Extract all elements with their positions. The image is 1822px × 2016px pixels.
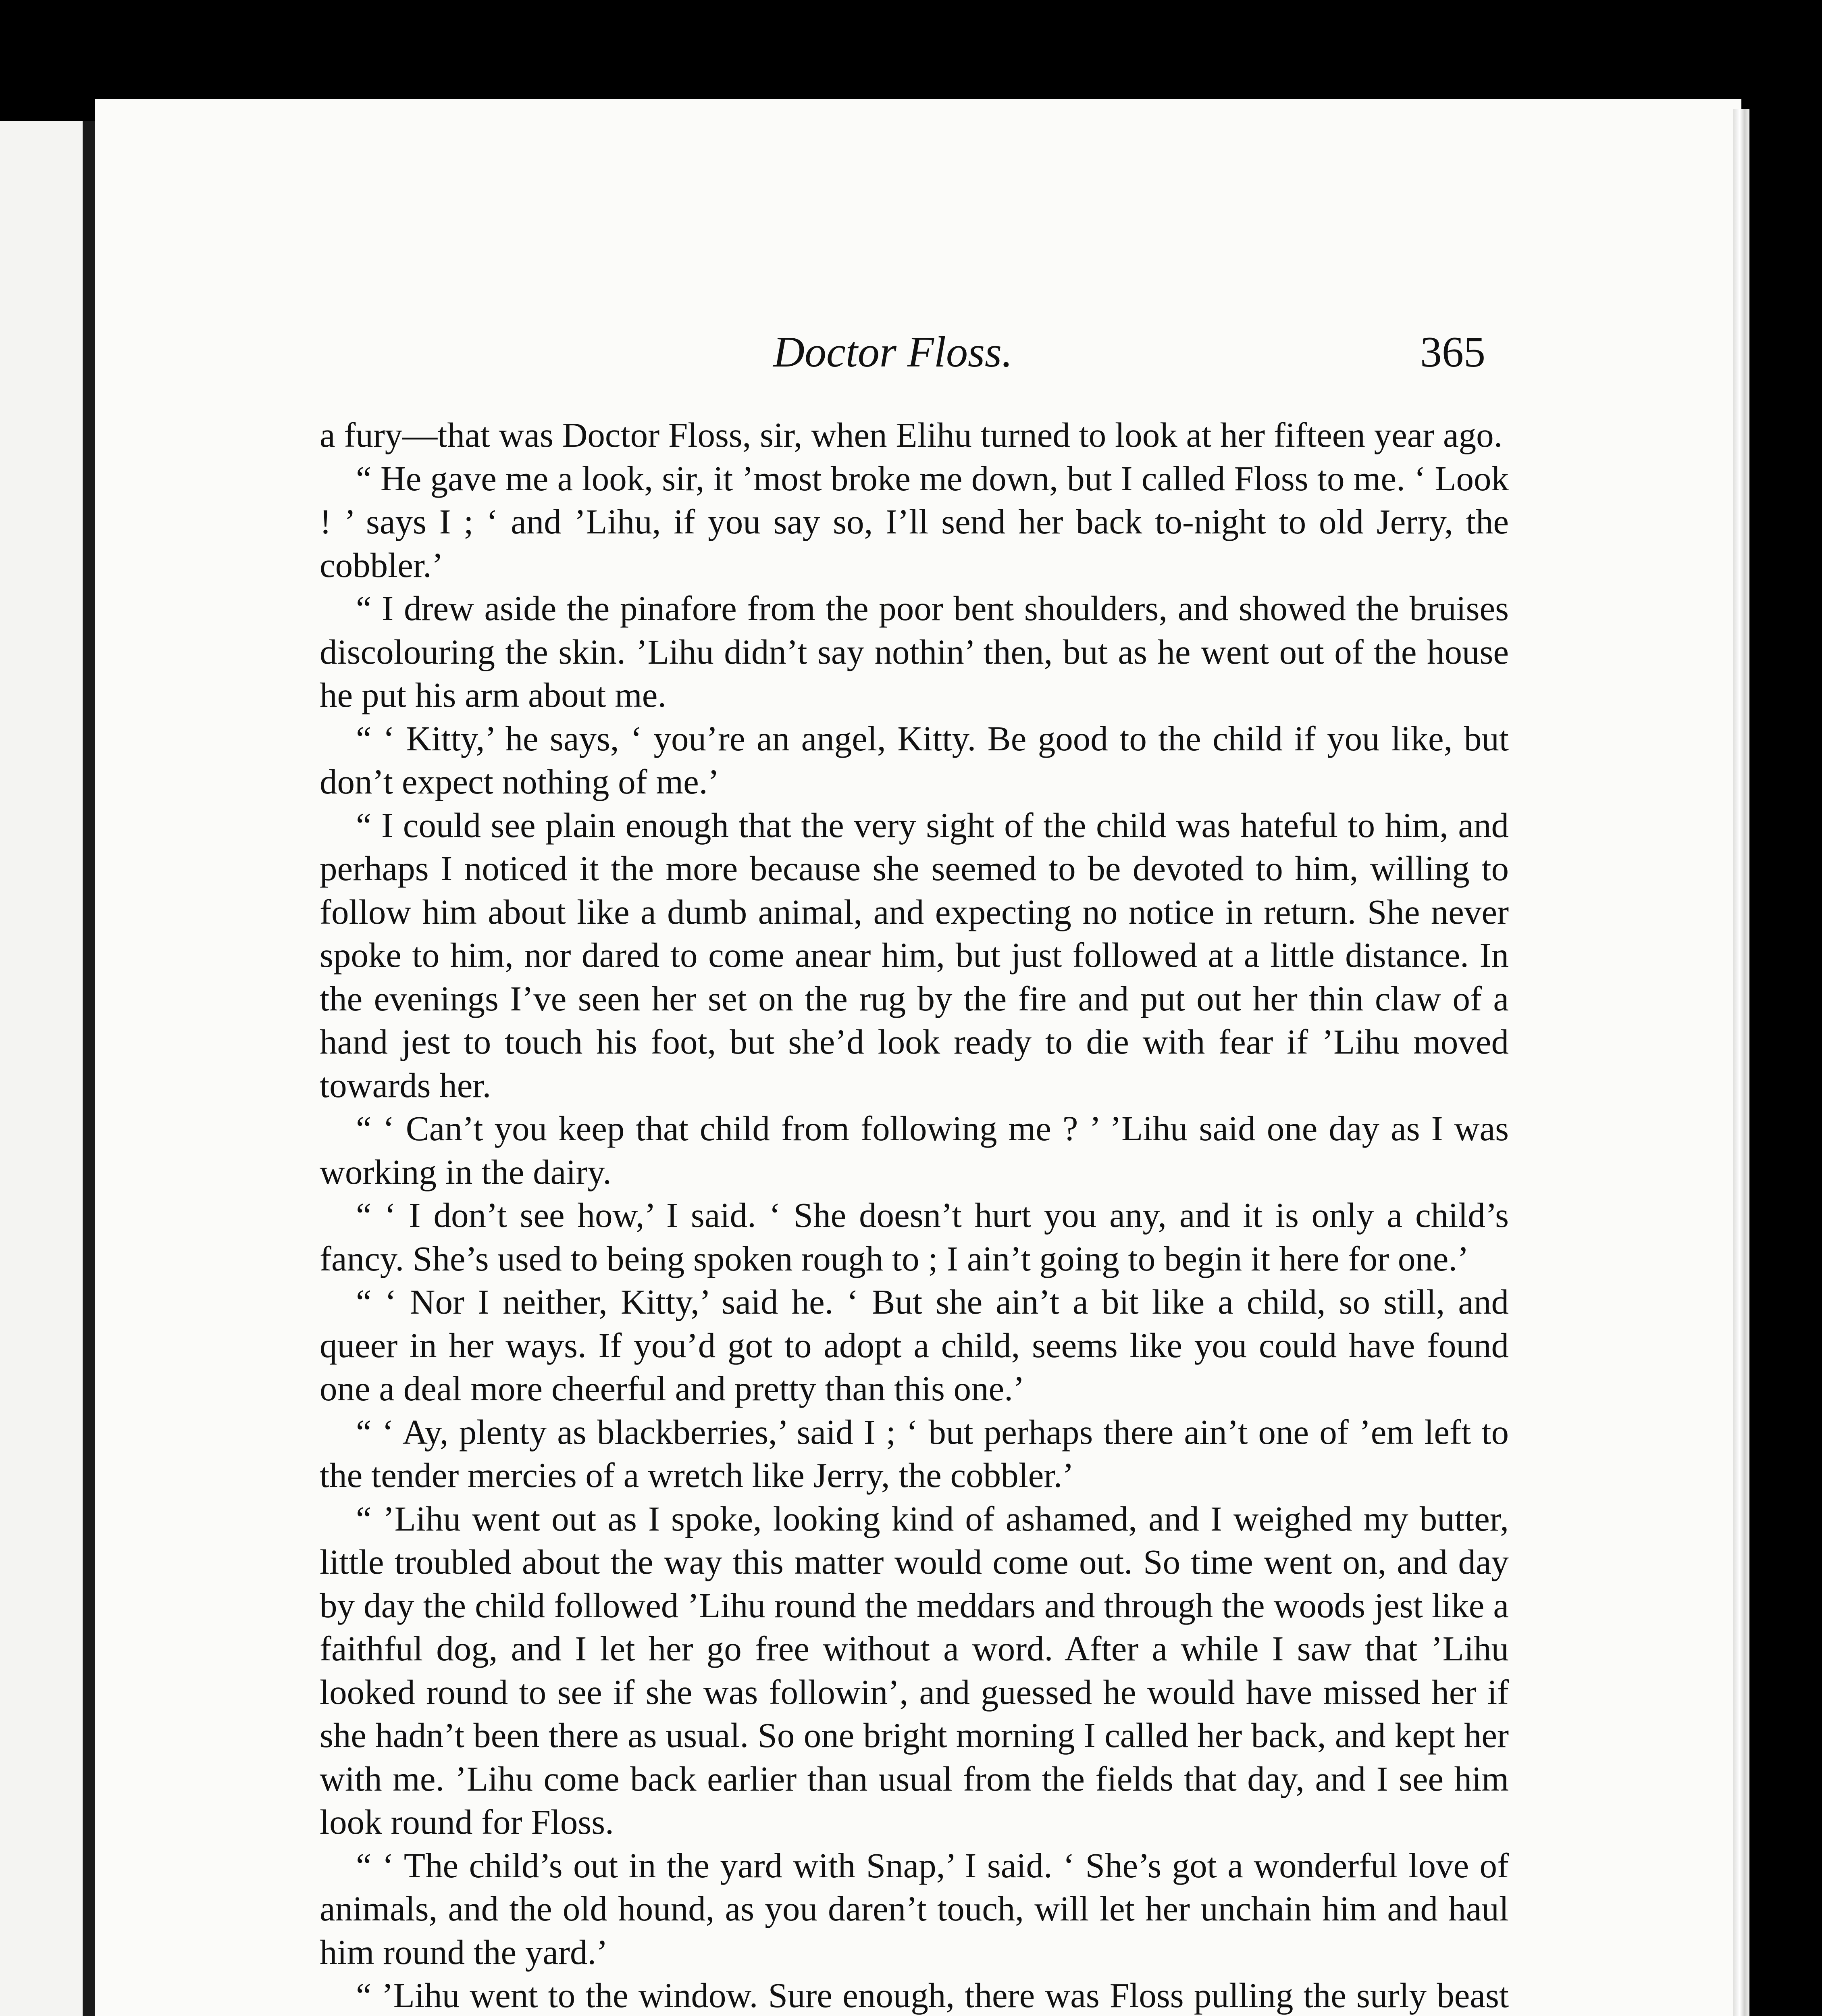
page-number: 365 bbox=[1420, 328, 1485, 376]
paragraph: “ ‘ Ay, plenty as blackberries,’ said I ; ‘ but perhaps there ain’t one of ’em left to the tender mercies of a wretch like Jerry, the cobbler.’ bbox=[320, 1412, 1509, 1495]
gutter-shadow bbox=[83, 121, 95, 2016]
running-title: Doctor Floss. bbox=[773, 328, 1013, 376]
paragraph: “ ‘ The child’s out in the yard with Snap,’ I said. ‘ She’s got a wonderful love of animals, and the old hound, as you daren’t touch, will let her unchain him and haul him round the yard.’ bbox=[320, 1845, 1509, 1972]
adjacent-page-edge bbox=[0, 121, 83, 2016]
paragraph: “ ’Lihu went out as I spoke, looking kind of ashamed, and I weighed my butter, little troubled about the way this matter would come out. So time went on, and day by day the child followed ’Lihu round the meddars and through the woods jest like a faithful dog, and I let her go free without a word. After a while I saw that ’Lihu looked round to see if she was followin’, and guessed he would have missed her if she hadn’t been there as usual. So one bright morning I called her back, and kept her with me. ’Lihu come back earlier than usual from the fields that day, and I see him look round for Floss. bbox=[320, 1499, 1509, 1841]
page-fore-edge bbox=[1733, 109, 1749, 2016]
body-text bbox=[320, 413, 1509, 2016]
paragraph: “ ‘ Nor I neither, Kitty,’ said he. ‘ But she ain’t a bit like a child, so still, and queer in her ways. If you’d got to adopt a child, seems like you could have found one a deal more cheerful and pretty than this one.’ bbox=[320, 1282, 1509, 1408]
paragraph: a fury—that was Doctor Floss, sir, when Elihu turned to look at her fifteen year ago. bbox=[320, 415, 1503, 454]
paragraph: “ ‘ I don’t see how,’ I said. ‘ She doesn’t hurt you any, and it is only a child’s fancy. She’s used to being spoken rough to ; I ain’t going to begin it here for one.’ bbox=[320, 1195, 1509, 1278]
paragraph: “ I could see plain enough that the very sight of the child was hateful to him, and perhaps I noticed it the more because she seemed to be devoted to him, willing to follow him about like a dumb animal, and expecting no notice in return. She never spoke to him, nor dared to come anear him, but just followed at a little distance. In the evenings I’ve seen her set on the rug by the fire and put out her thin claw of a hand jest to touch his foot, but she’d look ready to die with fear if ’Lihu moved towards her. bbox=[320, 805, 1509, 1105]
paragraph: “ ’Lihu went to the window. Sure enough, there was Floss pulling the surly beast bbox=[356, 1976, 1509, 2015]
paragraph: “ I drew aside the pinafore from the poor bent shoulders, and showed the bruises discolouring the skin. ’Lihu didn’t say nothin’ then, but as he went out of the house he put his arm about me. bbox=[320, 589, 1509, 714]
paragraph: “ ‘ Can’t you keep that child from following me ? ’ ’Lihu said one day as I was working in the dairy. bbox=[320, 1109, 1509, 1191]
paragraph: “ ‘ Kitty,’ he says, ‘ you’re an angel, Kitty. Be good to the child if you like, but don’t expect nothing of me.’ bbox=[320, 719, 1509, 801]
paragraph: “ He gave me a look, sir, it ’most broke me down, but I called Floss to me. ‘ Look ! ’ says I ; ‘ and ’Lihu, if you say so, I’ll send her back to-night to old Jerry, the cobbler.’ bbox=[320, 458, 1509, 585]
